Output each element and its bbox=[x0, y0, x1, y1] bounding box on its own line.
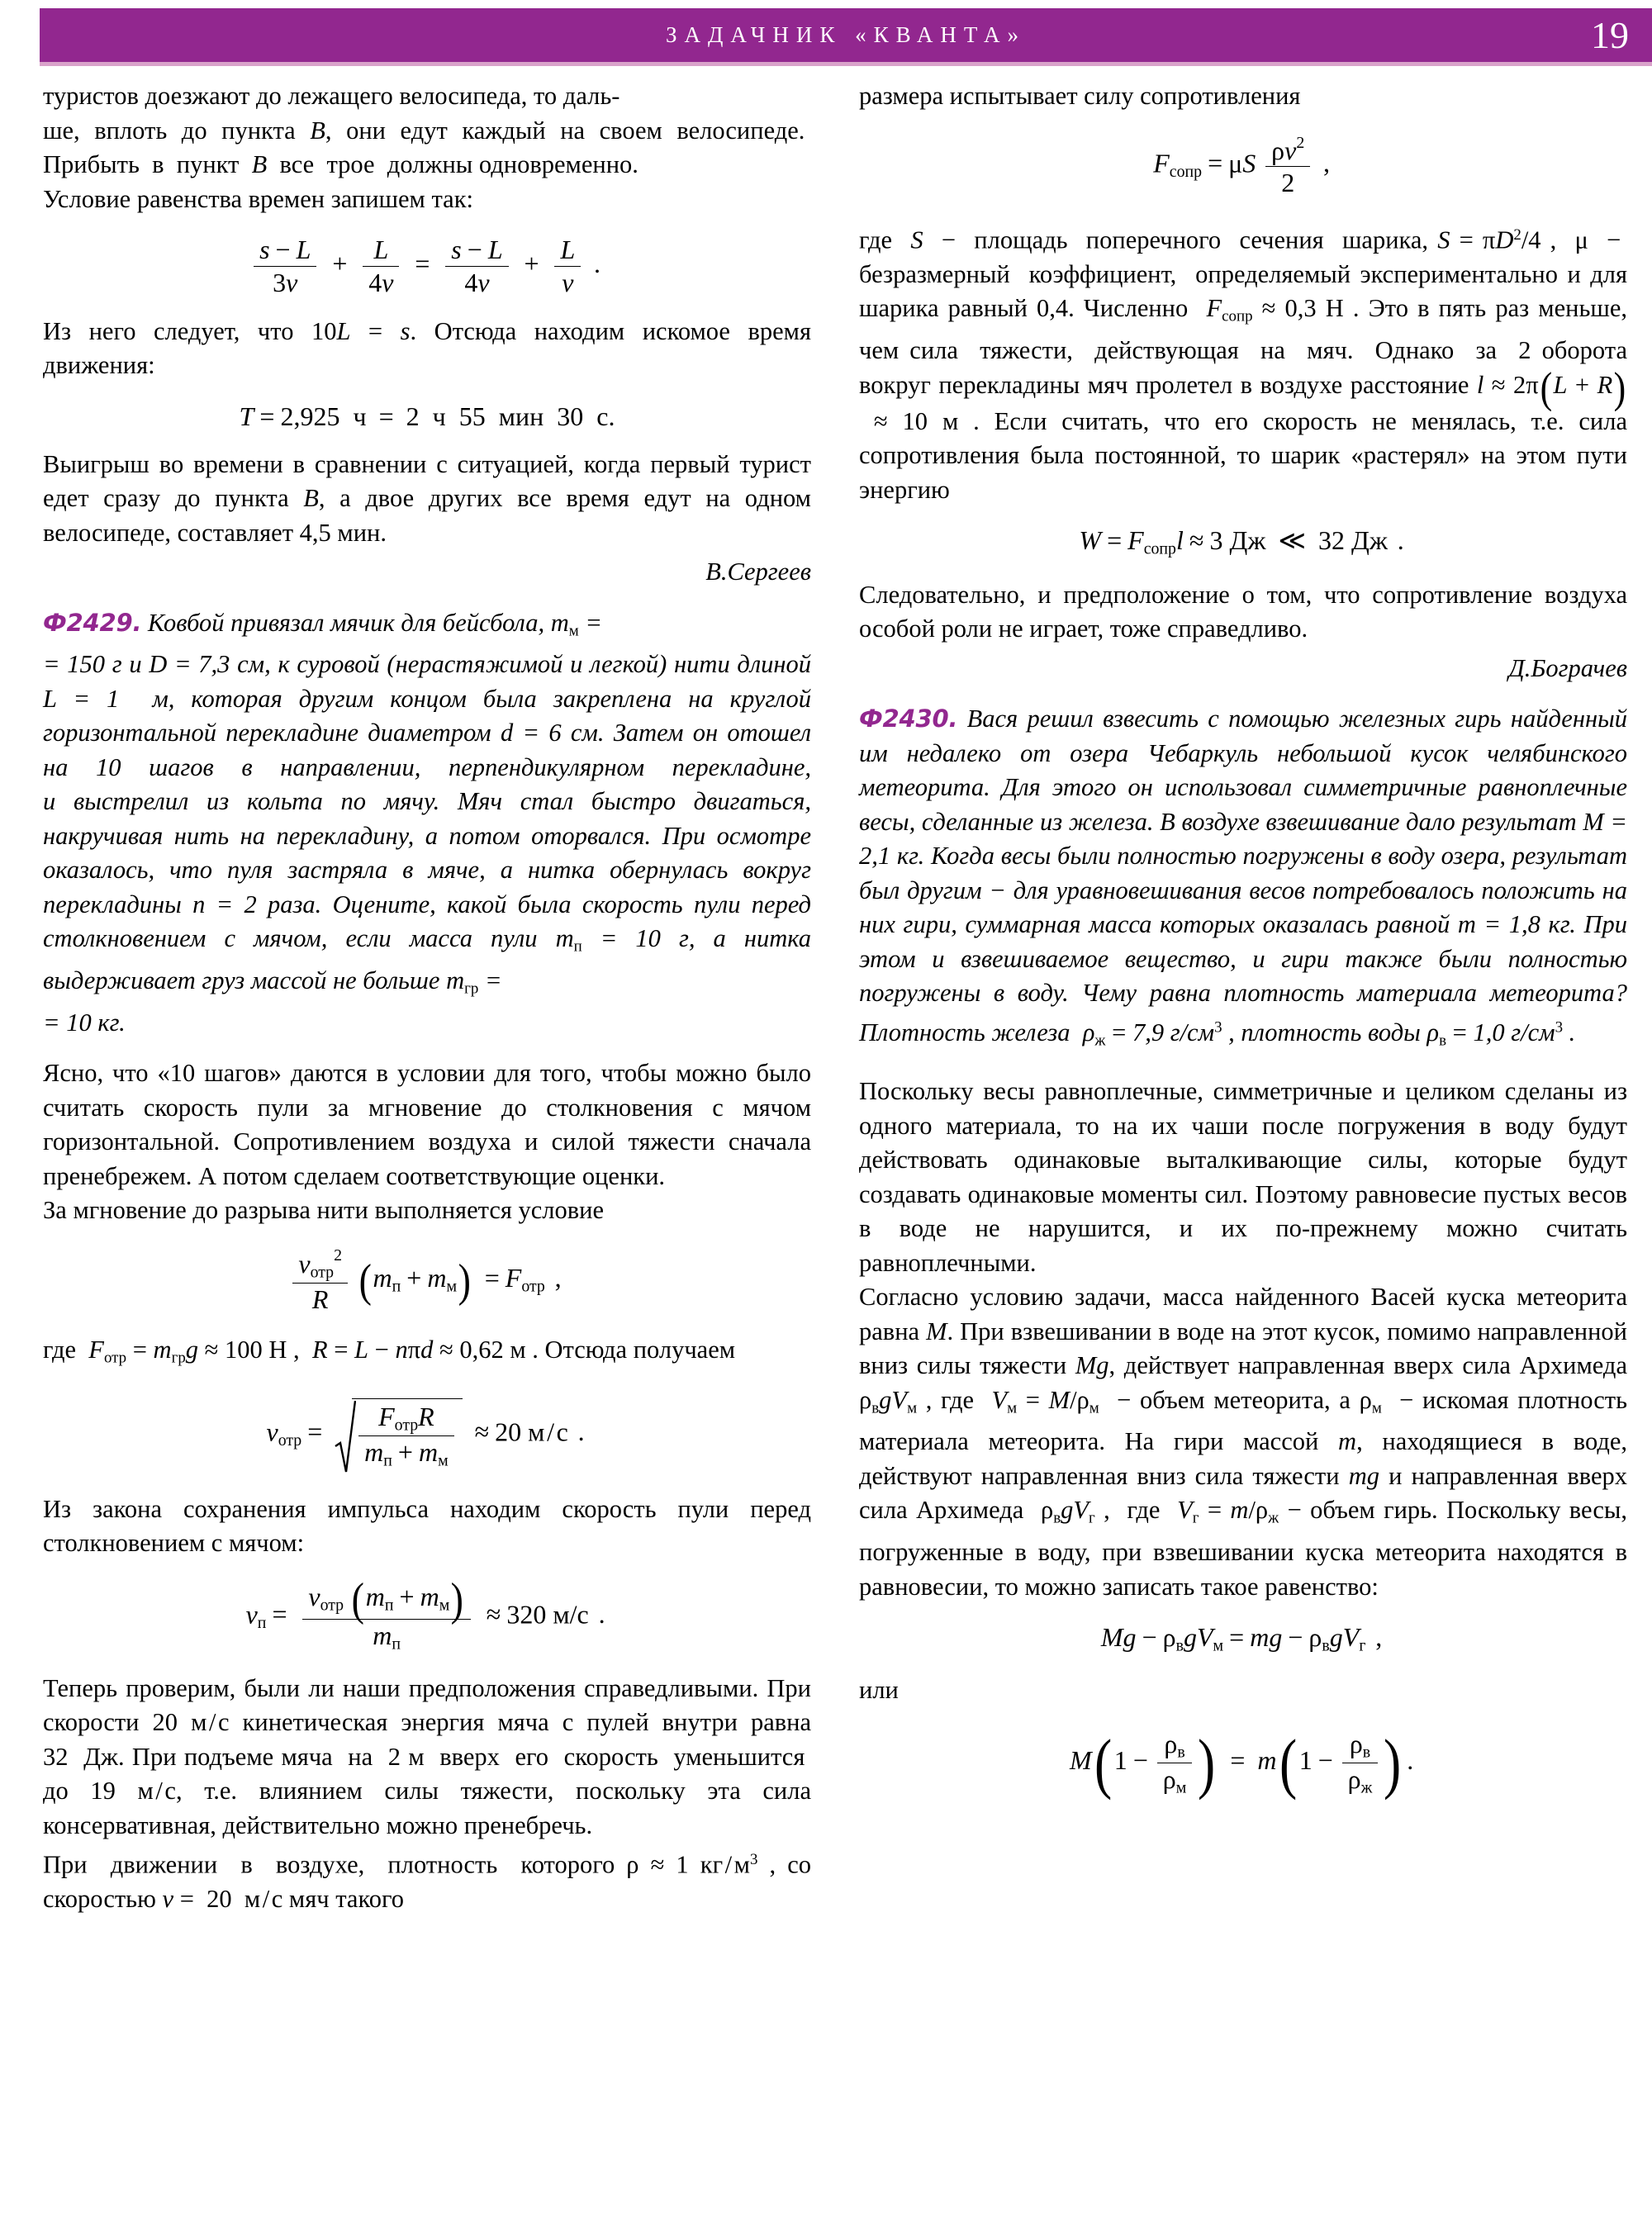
paragraph-left-10: При движении в воздухе, плотность которого ρ ≈ 1 кг / $м^3$ , со скоростью v = 20 м / с мяч такого bbox=[43, 1850, 811, 1914]
problem-2429-label: Ф2429. bbox=[43, 608, 142, 637]
problem-2429-statement: Ковбой привязал мячик для бейсбола, $m_м$ = = 150 г и D = 7,3 см, к суровой (нерастяжимой и легкой) нити длиной L = 1 м, которая другим концом была закреплена на круглой горизонтальной перекладине диаметром d = 6 см. Затем он отошел на 10 шагов в направлении, перпендикулярном перекладине, и выстрелил из кольта по мячу. Мяч стал быстро двигаться, накручивая нить на перекладину, а потом оторвался. При осмотре оказалось, что пуля застряла в мяче, а нитка обернулась вокруг перекладины n = 2 раза. Оцените, какой была скорость пули перед столкновением с мячом, если масса пули $m_п = 10$ г, а нитка выдерживает груз массой не больше $m_{гр}$ = = 10 кг. bbox=[43, 608, 811, 1037]
paragraph-right-6: или bbox=[859, 1675, 899, 1704]
left-column bbox=[43, 79, 811, 1917]
equation-total-time: T = 2,925 ч = 2 ч 55 мин 30 с. bbox=[239, 401, 615, 431]
equation-thread-break: $\frac{v_{отр}^2}{R}$ $(m_п + m_м) = F_{отр}$ , bbox=[43, 1246, 811, 1315]
right-column bbox=[859, 79, 1627, 1806]
paragraph-left-9: Теперь проверим, были ли наши предположения справедливыми. При скорости 20 м / с кинетическая энергия мяча с пулей внутри равна 32 Дж. При подъеме мяча на 2 м вверх его скорость уменьшится до 19 м / с, т.е. влиянием силы тяжести, поскольку эта сила консервативная, действительно можно пренебречь. bbox=[43, 1673, 811, 1839]
equation-time-balance: $\frac{s - L}{3v}$ + $\frac{L}{4v}$ = $\frac{s - L}{4v}$ + $\frac{L}{v}$ . bbox=[43, 235, 811, 298]
problem-2430 bbox=[859, 702, 1627, 1058]
paragraph-right-3: Следовательно, и предположение о том, что сопротивление воздуха особой роли не играет, тоже справедливо. bbox=[859, 580, 1627, 643]
signature-bograchev: Д.Бограчев bbox=[1508, 653, 1627, 682]
equation-drag-force: $F_{сопр} = \mu S$ $\frac{\rho v^2}{2}$ , bbox=[1153, 133, 1330, 198]
problem-2429 bbox=[43, 606, 811, 1041]
paragraph-left-2: Условие равенства времен запишем так: bbox=[43, 184, 474, 213]
paragraph-right-2: где S − площадь поперечного сечения шарика, $S = \pi D^2/4$ , μ − безразмерный коэффициент, определяемый экспериментально и для шарика равный 0,4. Численно $F_{сопр} \approx 0,3$ Н . Это в пять раз меньше, чем сила тяжести, действующая на мяч. Однако за 2 оборота вокруг перекладины мяч пролетел в воздухе расстояние l ≈ 2π(L + R) ≈ 10 м . Если считать, что его скорость не менялась, т.е. сила сопротивления была постоянной, то шарик «растерял» на этом пути энергию bbox=[859, 225, 1628, 504]
paragraph-right-5: Согласно условию задачи, масса найденного Васей куска метеорита равна M. При взвешивании в воде на этот кусок, помимо направленной вниз силы тяжести Mg, действует направленная вверх сила Архимеда $\rho_вgV_м$ , где $V_м = M/\rho_м$ − объем метеорита, а $\rho_м$ − искомая плотность материала метеорита. На гири массой m, находящиеся в воде, действуют направленная вниз сила тяжести mg и направленная вверх сила Архимеда $\rho_вgV_г$ , где $V_г = m/\rho_ж$ − объем гирь. Поскольку весы, погруженные в воду, при взвешивании куска метеорита находятся в равновесии, то можно записать такое равенство: bbox=[859, 1283, 1628, 1601]
paragraph-left-6: За мгновение до разрыва нити выполняется условие bbox=[43, 1196, 605, 1225]
paragraph-left-7: где $F_{отр} = m_{гр}g \approx 100$ Н , R = L − nπd ≈ 0,62 м . Отсюда получаем bbox=[43, 1335, 736, 1367]
equation-v-bullet: $v_п$ = $\frac{v_{отр} (m_п + m_м)}{m_п}$ ≈ 320 м/с . bbox=[245, 1573, 605, 1654]
page-body bbox=[0, 79, 1652, 2194]
signature-sergeev: В.Сергеев bbox=[705, 558, 811, 586]
paragraph-right-1: размера испытывает силу сопротивления bbox=[859, 82, 1301, 110]
paragraph-left-4: Выигрыш во времени в сравнении с ситуацией, когда первый турист едет сразу до пункта B, а двое других все время едут на одном велосипеде, составляет 4,5 мин. bbox=[43, 449, 811, 547]
equation-energy-loss: $W = F_{сопр}l \approx 3$ Дж ≪ 32 Дж . bbox=[1079, 525, 1404, 559]
paragraph-left-3: Из него следует, что 10L = s. Отсюда находим искомое время движения: bbox=[43, 316, 811, 380]
header-title: ЗАДАЧНИК «КВАНТА» bbox=[665, 22, 1027, 47]
problem-2430-label: Ф2430. bbox=[859, 705, 958, 733]
paragraph-right-4: Поскольку весы равноплечные, симметричные и целиком сделаны из одного материала, то на их чаши после погружения в воду будут действовать одинаковые выталкивающие силы, которые будут создавать одинаковые моменты сил. Поэтому равновесие пустых весов в воде не нарушится, и их по-прежнему можно считать равноплечными. bbox=[859, 1077, 1627, 1277]
paragraph-left-8: Из закона сохранения импульса находим скорость пули перед столкновением с мячом: bbox=[43, 1494, 811, 1558]
page-header-band bbox=[40, 8, 1652, 62]
equation-balance-water: $Mg - \rho_вgV_м$ = mg − $\rho_вgV_г$ , bbox=[1100, 1622, 1383, 1655]
equation-v-otr: $v_{отр}$ = $\frac{F_{отр}R}{m_п + m_м}$ ≈ 20 м / с . bbox=[43, 1397, 811, 1473]
paragraph-left-5: Ясно, что «10 шагов» даются в условии для того, чтобы можно было считать скорость пули за мгновение до столкновения с мячом горизонтальной. Сопротивлением воздуха и силой тяжести сначала пренебрежем. А потом сделаем соответствующие оценки. bbox=[43, 1059, 811, 1190]
problem-2430-statement: Вася решил взвесить с помощью железных гирь найденный им недалеко от озера Чебаркуль небольшой кусок челябинского метеорита. Для этого он использовал симметричные равноплечные весы, сделанные из железа. В воздухе взвешивание дало результат M = 2,1 кг. Когда весы были полностью погружены в воду озера, результат был другим − для уравновешивания весов потребовалось положить на них гири, суммарная масса которых оказалась равной m = 1,8 кг. При этом и взвешиваемое вещество, и гири также были полностью погружены в воду. Чему равна плотность материала метеорита? Плотность железа $\rho_ж = 7,9$ $г/см^3$ , плотность воды $\rho_в = 1,0$ $г/см^3$ . bbox=[859, 705, 1627, 1050]
equation-density-final: M(1 − $\frac{\rho_в}{\rho_м}$ ) = m(1 − $\frac{\rho_в}{\rho_ж}$ ) . bbox=[1069, 1725, 1414, 1801]
page-number: 19 bbox=[1591, 13, 1629, 56]
paragraph-left-1: туристов доезжают до лежащего велосипеда, то даль‑ ше, вплоть до пункта B, они едут каждый на своем велосипеде. Прибыть в пункт B все трое должны одновременно. bbox=[43, 82, 812, 178]
